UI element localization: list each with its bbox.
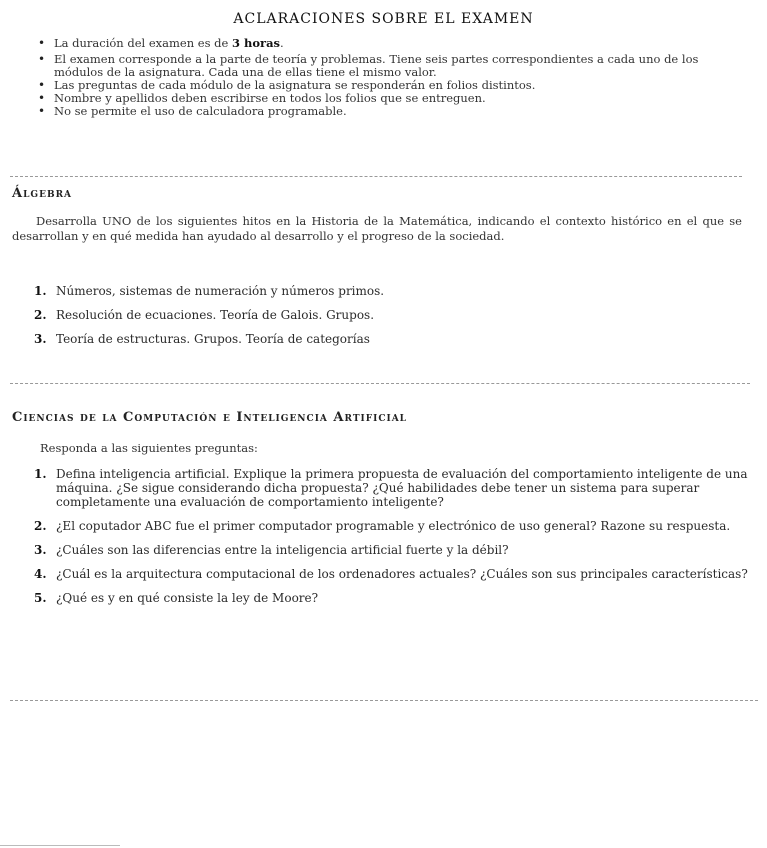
section-divider bbox=[10, 176, 742, 177]
list-item: 3. ¿Cuáles son las diferencias entre la inteligencia artificial fuerte y la débil? bbox=[34, 543, 509, 557]
list-item: 4. ¿Cuál es la arquitectura computacional de los ordenadores actuales? ¿Cuáles son sus principales características? bbox=[34, 567, 748, 581]
rules-list bbox=[36, 37, 746, 118]
item-number: 1. bbox=[34, 284, 47, 298]
item-number: 3. bbox=[34, 332, 47, 346]
rule-item: • No se permite el uso de calculadora programable. bbox=[36, 105, 746, 118]
list-item: 5. ¿Qué es y en qué consiste la ley de Moore? bbox=[34, 591, 319, 605]
list-item: 1. Defina inteligencia artificial. Explique la primera propuesta de evaluación del comportamiento inteligente de una máquina. ¿Se sigue considerando dicha propuesta? ¿Qué habilidades debe tener un sistema para superar completamente una evaluación de comportamiento inteligente? bbox=[34, 467, 748, 509]
list-item: 3. Teoría de estructuras. Grupos. Teoría de categorías bbox=[34, 332, 370, 346]
section-divider bbox=[10, 700, 758, 701]
list-item: 2. Resolución de ecuaciones. Teoría de Galois. Grupos. bbox=[34, 308, 375, 322]
computacion-section-title: Ciencias de la Computación e Inteligencia Artificial bbox=[12, 410, 408, 425]
item-number: 2. bbox=[34, 519, 47, 533]
item-number: 4. bbox=[34, 567, 47, 581]
page-title: ACLARACIONES SOBRE EL EXAMEN bbox=[233, 11, 534, 27]
section-divider bbox=[10, 383, 750, 384]
item-number: 5. bbox=[34, 591, 47, 605]
list-item: 1. Números, sistemas de numeración y números primos. bbox=[34, 284, 385, 298]
item-number: 2. bbox=[34, 308, 47, 322]
algebra-questions bbox=[34, 284, 746, 346]
rule-item: • Las preguntas de cada módulo de la asignatura se responderán en folios distintos. bbox=[36, 79, 746, 92]
algebra-section-title: Álgebra bbox=[12, 186, 73, 201]
rule-item: • La duración del examen es de 3 horas. bbox=[36, 37, 746, 50]
algebra-intro: Desarrolla UNO de los siguientes hitos en la Historia de la Matemática, indicando el contexto histórico en el que se desarrollan y en qué medida han ayudado al desarrollo y el progreso de la sociedad. bbox=[12, 214, 742, 243]
rule-item: • El examen corresponde a la parte de teoría y problemas. Tiene seis partes correspondientes a cada uno de los módulos de la asignatura. Cada una de ellas tiene el mismo valor. bbox=[36, 53, 746, 79]
page-edge-line bbox=[0, 845, 120, 846]
list-item: 2. ¿El coputador ABC fue el primer computador programable y electrónico de uso general? Razone su respuesta. bbox=[34, 519, 731, 533]
rule-item: • Nombre y apellidos deben escribirse en todos los folios que se entreguen. bbox=[36, 92, 746, 105]
item-number: 1. bbox=[34, 467, 47, 481]
computacion-intro: Responda a las siguientes preguntas: bbox=[40, 441, 258, 455]
computacion-questions bbox=[34, 467, 756, 605]
item-number: 3. bbox=[34, 543, 47, 557]
